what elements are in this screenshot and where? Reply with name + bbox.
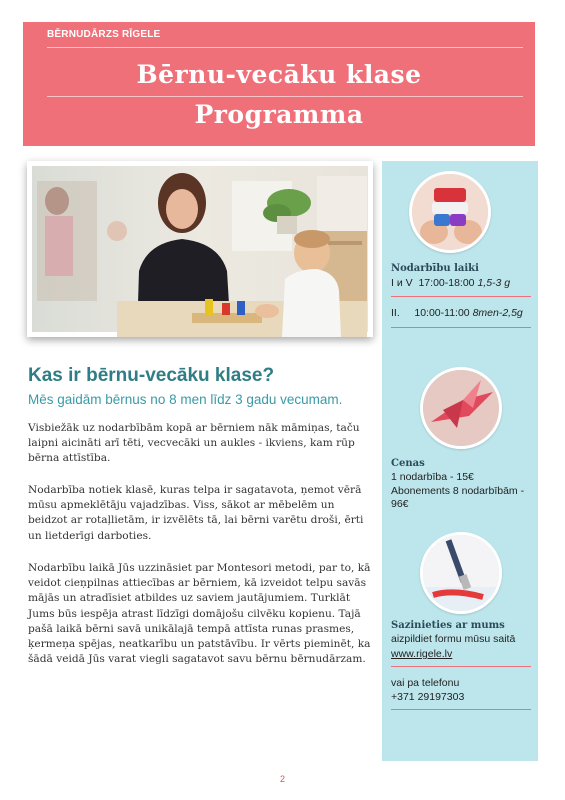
time-days: II. (391, 307, 400, 319)
paragraph-intro: Visbiežāk uz nodarbībām kopā ar bērniem nāk māmiņas, taču laipni aicināti arī tēti, vecvecāki un aukles - ikviens, kam rūp bērna attīstība. (28, 422, 360, 465)
page-subtitle: Programma (194, 100, 364, 129)
header-divider (47, 47, 523, 48)
prices-heading: Cenas (391, 458, 425, 469)
mother-child-photo (27, 161, 373, 337)
time-hours: 10:00-11:00 (414, 307, 470, 319)
sidebar-divider (391, 709, 531, 710)
time-age: 8men-2,5g (472, 307, 523, 319)
sidebar-divider (391, 296, 531, 297)
paragraph-method: Nodarbību laikā Jūs uzzināsiet par Montesori metodi, par to, kā veidot cieņpilnas attiecības ar bērniem, kā izveidot telpu savās mājās un atradīsiet atbildes uz saviem jautājumiem. Turklāt Jums būs iespēja atrast līdzīgi domājošu cilvēku kopienu. Tajā pašā laikā bērni savā unikālajā tempā attīsta runas prasmes, ķermeņa spējas, neatkarību un patstāvību. Ir vērts pieminēt, ka šādā veidā Jūs varat viegli sagatavot savu bērnu bērnudārzam. (28, 562, 371, 666)
time-row (391, 307, 523, 320)
time-days: I и V (391, 277, 413, 289)
page-title: Bērnu-vecāku klase (136, 60, 422, 89)
paint-brush-icon (420, 532, 502, 614)
section-heading: Kas ir bērnu-vecāku klase? (28, 365, 275, 386)
paragraph-classroom: Nodarbība notiek klasē, kuras telpa ir sagatavota, ņemot vērā mūsu apmeklētāju vajadzības. Viss, sākot ar mēbelēm un beidzot ar rotaļlietām, ir izvēlēts tā, lai bērni varētu droši, ērti un lietderīgi darboties. (28, 484, 364, 542)
sidebar-divider (391, 327, 531, 328)
price-single: 1 nodarbība - 15€ (391, 471, 474, 483)
time-age: 1,5-3 g (477, 277, 511, 289)
times-heading: Nodarbību laiki (391, 263, 479, 274)
section-subheading: Mēs gaidām bērnus no 8 men līdz 3 gadu vecumam. (28, 392, 343, 407)
phone-number[interactable]: +371 29197303 (391, 691, 465, 703)
contact-heading: Sazinieties ar mums (391, 620, 505, 631)
sidebar-divider (391, 666, 531, 667)
clay-toy-icon (409, 171, 491, 253)
page-number: 2 (279, 774, 285, 784)
brand-name: BĒRNUDĀRZS RĪGELE (47, 29, 161, 40)
mother-child-illustration (27, 161, 373, 337)
time-row (391, 277, 510, 290)
time-hours: 17:00-18:00 (418, 277, 475, 289)
header-divider (47, 96, 523, 97)
website-link[interactable]: www.rigele.lv (391, 648, 453, 660)
contact-text: aizpildiet formu mūsu saitā (391, 633, 516, 645)
origami-crane-icon (420, 367, 502, 449)
phone-label: vai pa telefonu (391, 677, 460, 689)
price-subscription: Abonements 8 nodarbībām - 96€ (391, 485, 525, 510)
